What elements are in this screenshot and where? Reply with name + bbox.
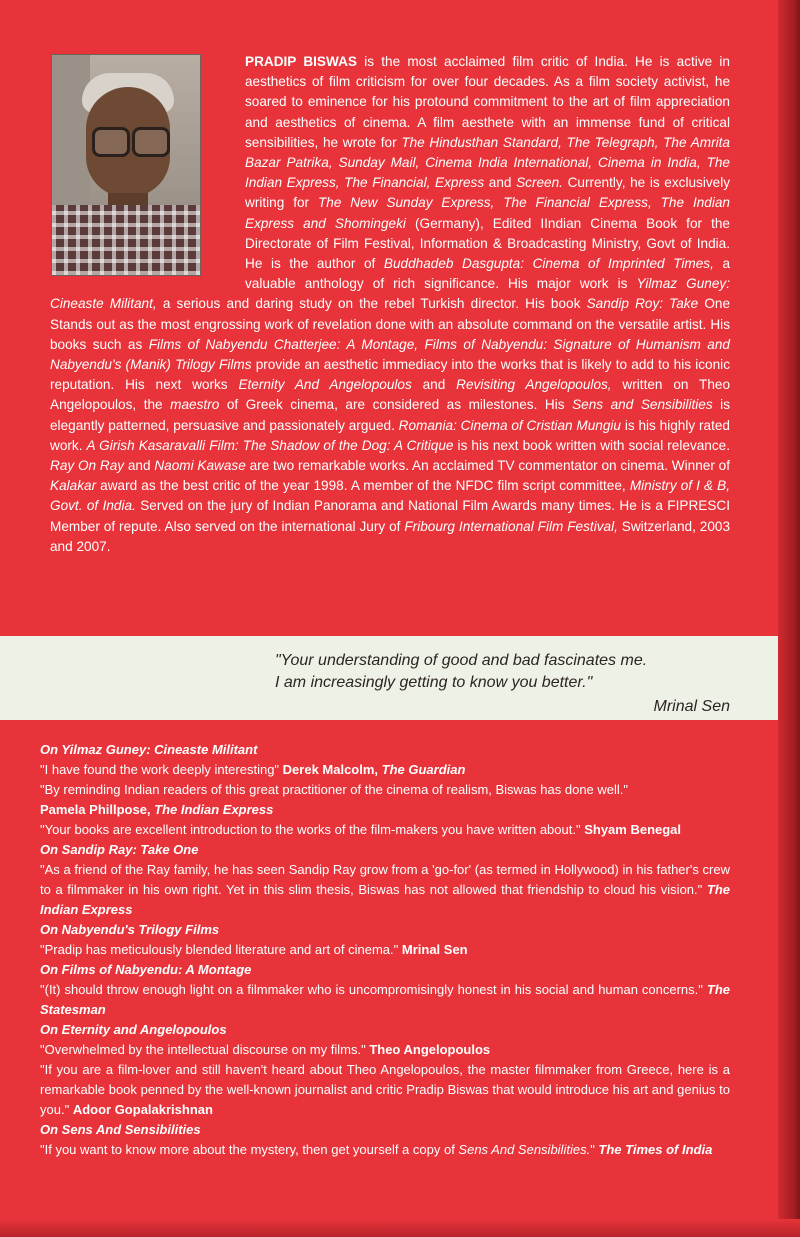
quote-line-1: "Your understanding of good and bad fascinates me. [275,652,648,669]
review-heading: On Sandip Ray: Take One [40,842,199,857]
author-bio [50,52,730,557]
bottom-edge [0,1219,800,1237]
review-quote: "By reminding Indian readers of this great practitioner of the cinema of realism, Biswas has done well." Pamela Phillpose, The Indian Express [40,782,629,817]
quote-band [0,636,780,720]
review-quote: "If you are a film-lover and still haven't heard about Theo Angelopoulos, the master filmmaker from Greece, here is a remarkable book penned by the well-known journalist and critic Pradip Biswas that would introduce his art and genius to you." Adoor Gopalakrishnan [40,1062,730,1117]
pull-quote [275,650,745,694]
author-photo [51,54,201,276]
review-quote: "Pradip has meticulously blended literature and art of cinema." Mrinal Sen [40,942,468,957]
review-heading: On Films of Nabyendu: A Montage [40,962,252,977]
quote-line-2: I am increasingly getting to know you better." [275,674,593,691]
author-name: PRADIP BISWAS [245,54,357,69]
review-quote: "If you want to know more about the mystery, then get yourself a copy of Sens And Sensibilities." The Times of India [40,1142,713,1157]
review-heading: On Sens And Sensibilities [40,1122,201,1137]
review-heading: On Nabyendu's Trilogy Films [40,922,220,937]
spine-edge [778,0,800,1237]
bio-text: PRADIP BISWAS is the most acclaimed film critic of India. He is active in aesthetics of film criticism for over four decades. As a film society activist, he soared to eminence for his protound commitment to the art of film appreciation and aesthetics of cinema. A film aesthete with an immense fund of critical sensibilities, he wrote for The Hindusthan Standard, The Telegraph, The Amrita Bazar Patrika, Sunday Mail, Cinema India International, Cinema in India, The Indian Express, The Financial, Express and Screen. Currently, he is exclusively writing for The New Sunday Express, The Financial Express, The Indian Express and Shomingeki (Germany), Edited IIndian Cinema Book for the Directorate of Film Festival, Information & Broadcasting Ministry, Govt of India. He is the author of Buddhadeb Dasgupta: Cinema of Imprinted Times, a valuable anthology of rich significance. His major work is Yilmaz Guney: Cineaste Militant, a serious and daring study on the rebel Turkish director. His book Sandip Roy: Take One Stands out as the most engrossing work of revelation done with an absolute command on the versatile artist. His books such as Films of Nabyendu Chatterjee: A Montage, Films of Nabyendu: Signature of Humanism and Nabyendu's (Manik) Trilogy Films provide an aesthetic immediacy into the works that is likely to add to his iconic reputation. His next works Eternity And Angelopoulos and Revisiting Angelopoulos, written on Theo Angelopoulos, the maestro of Greek cinema, are considered as milestones. His Sens and Sensibilities is elegantly patterned, persuasive and passionately argued. Romania: Cinema of Cristian Mungiu is his highly rated work. A Girish Kasaravalli Film: The Shadow of the Dog: A Critique is his next book written with social relevance. Ray On Ray and Naomi Kawase are two remarkable works. An acclaimed TV commentator on cinema. Winner of Kalakar award as the best critic of the year 1998. A member of the NFDC film script committee, Ministry of I & B, Govt. of India. Served on the jury of Indian Panorama and National Film Awards many times. He is a FIPRESCI Member of repute. Also served on the international Jury of Fribourg International Film Festival, Switzerland, 2003 and 2007. [50,54,731,554]
quote-author: Mrinal Sen [653,698,730,715]
review-quote: "Overwhelmed by the intellectual discourse on my films." Theo Angelopoulos [40,1042,491,1057]
review-quote: "(It) should throw enough light on a filmmaker who is uncompromisingly honest in his social and human concerns." The Statesman [40,982,730,1017]
review-quote: "I have found the work deeply interesting" Derek Malcolm, The Guardian [40,762,466,777]
review-excerpts [40,740,730,1160]
review-heading: On Yilmaz Guney: Cineaste Militant [40,742,258,757]
review-quote: "As a friend of the Ray family, he has seen Sandip Ray grow from a 'go-for' (as termed in Hollywood) in his father's crew to a filmmaker in his own right. Yet in this slim thesis, Biswas has not allowed that friendship to cloud his vision." The Indian Express [40,862,730,917]
review-heading: On Eternity and Angelopoulos [40,1022,227,1037]
review-quote: "Your books are excellent introduction to the works of the film-makers you have written about." Shyam Benegal [40,822,682,837]
